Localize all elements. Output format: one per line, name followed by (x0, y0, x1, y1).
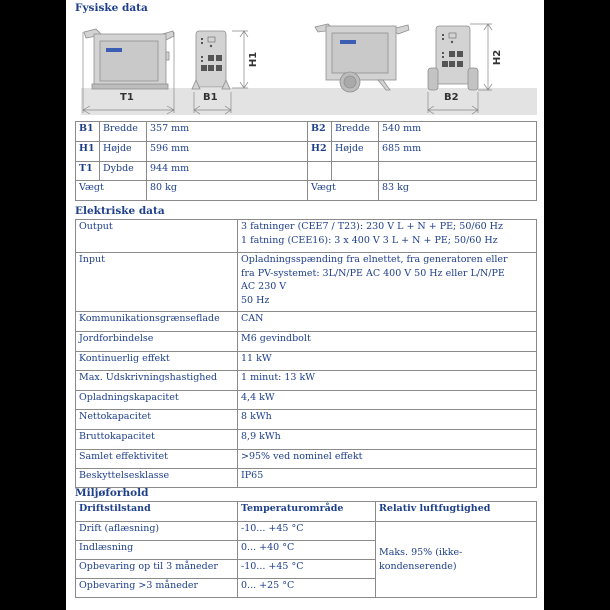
dim-label: Dybde (100, 162, 147, 181)
physical-data-table (75, 121, 537, 201)
spec-label: Output (76, 220, 238, 253)
section-title-physical: Fysiske data (75, 2, 148, 14)
spec-value: 11 kW (238, 352, 537, 371)
table-row (76, 352, 537, 371)
table-row (76, 410, 537, 430)
table-row (76, 469, 537, 488)
dim-code: H2 (308, 142, 332, 162)
spec-value: 8,9 kWh (238, 430, 537, 450)
table-row (76, 371, 537, 391)
spec-label: Samlet effektivitet (76, 450, 238, 469)
humidity-cell: Maks. 95% (ikke- kondenserende) (376, 522, 537, 598)
column-header: Relativ luftfugtighed (376, 502, 537, 522)
table-row (76, 450, 537, 469)
table-row (76, 220, 537, 253)
label-h2: H2 (492, 49, 504, 66)
table-row (76, 253, 537, 312)
section-title-environment: Miljøforhold (75, 487, 149, 499)
dim-label: Højde (332, 142, 379, 162)
electrical-data-table (75, 219, 537, 488)
weight-label: Vægt (76, 181, 147, 201)
spec-label: Bruttokapacitet (76, 430, 238, 450)
dim-label: Bredde (100, 122, 147, 142)
dim-label (332, 162, 379, 181)
spec-value: >95% ved nominel effekt (238, 450, 537, 469)
spec-label: Jordforbindelse (76, 332, 238, 352)
table-row (76, 181, 537, 201)
table-row (76, 522, 537, 541)
dim-label: Bredde (332, 122, 379, 142)
column-header: Driftstilstand (76, 502, 238, 522)
dim-code: H1 (76, 142, 100, 162)
table-row (76, 430, 537, 450)
table-row (76, 142, 537, 162)
mode-cell: Opbevaring >3 måneder (76, 579, 238, 598)
dim-label: Højde (100, 142, 147, 162)
weight-value: 80 kg (147, 181, 308, 201)
column-header: Temperaturområde (238, 502, 376, 522)
weight-label: Vægt (308, 181, 379, 201)
dim-value: 596 mm (147, 142, 308, 162)
spec-label: Kommunikationsgrænseflade (76, 312, 238, 332)
spec-label: Beskyttelsesklasse (76, 469, 238, 488)
mode-cell: Opbevaring op til 3 måneder (76, 560, 238, 579)
spec-value: 4,4 kW (238, 391, 537, 410)
label-b2: B2 (444, 92, 459, 103)
temp-cell: -10... +45 °C (238, 560, 376, 579)
label-h1: H1 (248, 51, 260, 68)
dim-value: 944 mm (147, 162, 308, 181)
spec-value: 8 kWh (238, 410, 537, 430)
dim-value: 357 mm (147, 122, 308, 142)
temp-cell: 0... +25 °C (238, 579, 376, 598)
dim-code: B1 (76, 122, 100, 142)
section-title-electrical: Elektriske data (75, 205, 165, 217)
spec-value: IP65 (238, 469, 537, 488)
temp-cell: 0... +40 °C (238, 541, 376, 560)
spec-label: Input (76, 253, 238, 312)
table-row (76, 122, 537, 142)
spec-label: Kontinuerlig effekt (76, 352, 238, 371)
datasheet-page (66, 0, 544, 610)
mode-cell: Drift (aflæsning) (76, 522, 238, 541)
spec-value: Opladningsspænding fra elnettet, fra generatoren eller fra PV-systemet: 3L/N/PE AC 400 V 50 Hz eller L/N/PE AC 230 V 50 Hz (238, 253, 537, 312)
spec-label: Nettokapacitet (76, 410, 238, 430)
table-header-row (76, 502, 537, 522)
spec-value: M6 gevindbolt (238, 332, 537, 352)
dim-value (379, 162, 537, 181)
table-row (76, 312, 537, 332)
spec-value: CAN (238, 312, 537, 332)
spec-value: 1 minut: 13 kW (238, 371, 537, 391)
label-b1: B1 (203, 92, 218, 103)
table-row (76, 391, 537, 410)
environment-table (75, 501, 537, 598)
device-drawings (78, 18, 538, 115)
temp-cell: -10... +45 °C (238, 522, 376, 541)
dim-code: T1 (76, 162, 100, 181)
dim-value: 685 mm (379, 142, 537, 162)
weight-value: 83 kg (379, 181, 537, 201)
dim-value: 540 mm (379, 122, 537, 142)
spec-label: Max. Udskrivningshastighed (76, 371, 238, 391)
dim-code: B2 (308, 122, 332, 142)
mode-cell: Indlæsning (76, 541, 238, 560)
dimension-figure (78, 18, 538, 115)
spec-label: Opladningskapacitet (76, 391, 238, 410)
label-t1: T1 (120, 92, 134, 103)
spec-value: 3 fatninger (CEE7 / T23): 230 V L + N + PE; 50/60 Hz 1 fatning (CEE16): 3 x 400 V 3 L + N + PE; 50/60 Hz (238, 220, 537, 253)
dim-code (308, 162, 332, 181)
table-row (76, 332, 537, 352)
table-row (76, 162, 537, 181)
